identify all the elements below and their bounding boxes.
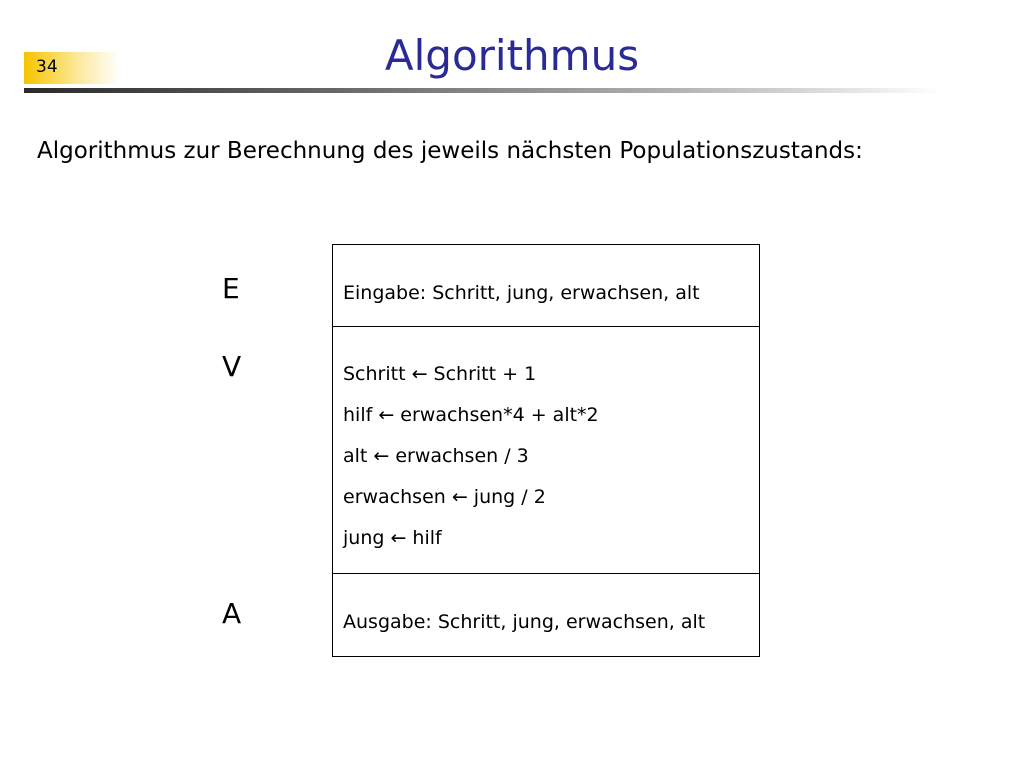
title-divider — [24, 88, 944, 93]
process-step: erwachsen ← jung / 2 — [343, 486, 546, 508]
algorithm-box — [332, 244, 760, 657]
process-step: hilf ← erwachsen*4 + alt*2 — [343, 404, 599, 426]
output-label: A — [222, 597, 242, 630]
output-section — [333, 574, 759, 656]
input-label: E — [222, 272, 240, 305]
process-step: alt ← erwachsen / 3 — [343, 445, 529, 467]
output-line: Ausgabe: Schritt, jung, erwachsen, alt — [343, 611, 706, 633]
process-step: Schritt ← Schritt + 1 — [343, 363, 537, 385]
slide-number: 34 — [36, 57, 58, 77]
process-section — [333, 327, 759, 574]
input-section — [333, 245, 759, 327]
intro-text: Algorithmus zur Berechnung des jeweils nächsten Populationszustands: — [37, 138, 863, 164]
process-step: jung ← hilf — [343, 527, 442, 549]
slide-title: Algorithmus — [384, 31, 640, 80]
process-label: V — [222, 350, 242, 383]
input-line: Eingabe: Schritt, jung, erwachsen, alt — [343, 282, 700, 304]
